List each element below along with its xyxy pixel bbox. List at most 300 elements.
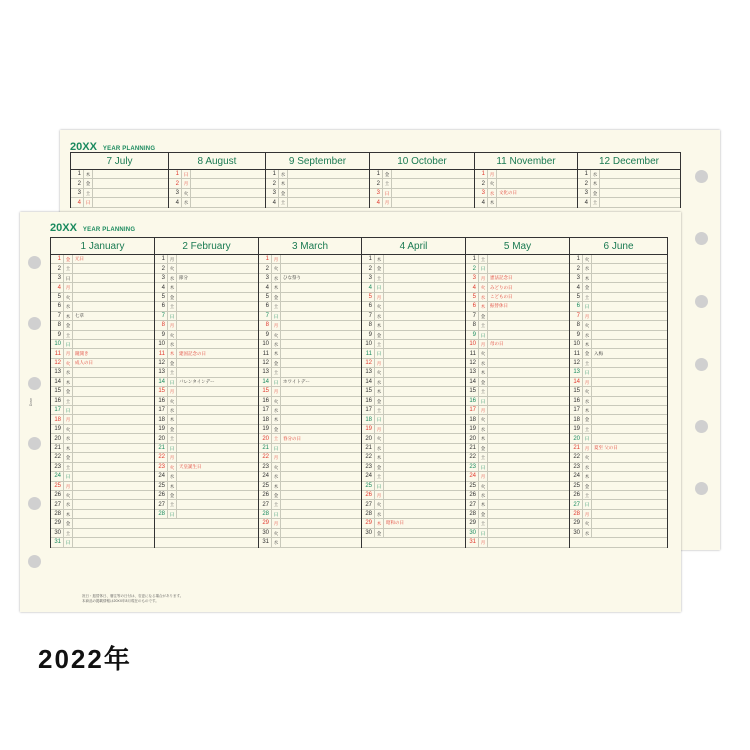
weekday: 月 bbox=[478, 340, 488, 348]
side-label: Dove bbox=[29, 397, 34, 407]
day-number: 17 bbox=[469, 407, 476, 414]
weekday: 日 bbox=[582, 434, 592, 442]
weekday: 土 bbox=[63, 397, 73, 405]
weekday: 土 bbox=[382, 179, 392, 187]
day-row bbox=[570, 472, 667, 481]
day-row bbox=[51, 482, 154, 491]
day-row bbox=[155, 368, 258, 377]
day-row bbox=[259, 312, 361, 321]
weekday: 金 bbox=[271, 425, 281, 433]
day-number: 31 bbox=[469, 539, 476, 546]
weekday: 木 bbox=[478, 500, 488, 508]
weekday: 土 bbox=[582, 293, 592, 301]
day-number: 28 bbox=[158, 511, 165, 518]
front-month-grid bbox=[50, 237, 668, 548]
day-row bbox=[475, 170, 577, 179]
day-row bbox=[570, 331, 667, 340]
day-note: 文化の日 bbox=[499, 190, 517, 196]
day-row bbox=[466, 425, 569, 434]
weekday: 日 bbox=[63, 406, 73, 414]
day-number: 5 bbox=[472, 293, 476, 300]
day-number: 26 bbox=[158, 492, 165, 499]
weekday: 土 bbox=[271, 500, 281, 508]
weekday: 土 bbox=[374, 406, 384, 414]
day-row bbox=[51, 463, 154, 472]
day-number: 14 bbox=[365, 378, 372, 385]
weekday: 水 bbox=[374, 510, 384, 518]
day-number: 10 bbox=[573, 341, 580, 348]
day-row bbox=[570, 444, 667, 453]
day-number: 4 bbox=[576, 284, 580, 291]
day-row bbox=[578, 179, 680, 188]
day-row bbox=[51, 500, 154, 509]
day-number: 5 bbox=[161, 293, 165, 300]
day-number: 7 bbox=[368, 312, 372, 319]
day-row bbox=[570, 255, 667, 264]
day-row bbox=[466, 472, 569, 481]
weekday: 金 bbox=[582, 283, 592, 291]
weekday: 水 bbox=[478, 359, 488, 367]
day-note: 振替休日 bbox=[490, 303, 508, 309]
day-row bbox=[570, 529, 667, 538]
weekday: 月 bbox=[63, 482, 73, 490]
day-row bbox=[259, 387, 361, 396]
day-number: 20 bbox=[469, 435, 476, 442]
day-number: 8 bbox=[265, 322, 269, 329]
day-row bbox=[51, 529, 154, 538]
day-number: 22 bbox=[262, 454, 269, 461]
month-header: 5 May bbox=[466, 238, 569, 255]
weekday: 水 bbox=[374, 444, 384, 452]
day-number: 4 bbox=[272, 199, 276, 206]
day-number: 14 bbox=[158, 378, 165, 385]
day-number: 2 bbox=[161, 265, 165, 272]
day-row bbox=[155, 312, 258, 321]
weekday: 月 bbox=[582, 312, 592, 320]
day-note: 成人の日 bbox=[75, 360, 93, 366]
day-number: 30 bbox=[469, 529, 476, 536]
weekday: 木 bbox=[478, 434, 488, 442]
day-row bbox=[71, 179, 168, 188]
day-number: 4 bbox=[175, 199, 179, 206]
day-number: 4 bbox=[265, 284, 269, 291]
day-number: 24 bbox=[262, 473, 269, 480]
day-row bbox=[155, 444, 258, 453]
day-number: 1 bbox=[175, 171, 179, 178]
binder-hole bbox=[28, 497, 41, 510]
day-number: 8 bbox=[161, 322, 165, 329]
weekday: 火 bbox=[63, 293, 73, 301]
day-number: 15 bbox=[54, 388, 61, 395]
weekday: 金 bbox=[374, 397, 384, 405]
weekday: 月 bbox=[63, 283, 73, 291]
weekday: 木 bbox=[582, 406, 592, 414]
day-row bbox=[169, 170, 265, 179]
weekday: 金 bbox=[83, 179, 93, 187]
weekday: 土 bbox=[63, 529, 73, 537]
day-row bbox=[51, 274, 154, 283]
day-number: 24 bbox=[365, 473, 372, 480]
weekday: 木 bbox=[167, 349, 177, 357]
day-number: 16 bbox=[54, 397, 61, 404]
day-row bbox=[362, 387, 465, 396]
weekday: 月 bbox=[167, 321, 177, 329]
weekday: 土 bbox=[271, 368, 281, 376]
day-number: 19 bbox=[469, 426, 476, 433]
day-number: 23 bbox=[158, 463, 165, 470]
weekday: 木 bbox=[582, 274, 592, 282]
day-number: 3 bbox=[472, 275, 476, 282]
day-number: 23 bbox=[469, 463, 476, 470]
weekday: 水 bbox=[271, 274, 281, 282]
day-number: 30 bbox=[365, 529, 372, 536]
day-row bbox=[155, 453, 258, 462]
day-number: 2 bbox=[376, 180, 380, 187]
day-row bbox=[570, 538, 667, 547]
day-number: 3 bbox=[376, 190, 380, 197]
weekday: 日 bbox=[63, 472, 73, 480]
month-column bbox=[169, 153, 266, 208]
day-row bbox=[51, 331, 154, 340]
day-row bbox=[362, 368, 465, 377]
month-header: 10 October bbox=[370, 153, 474, 170]
weekday: 木 bbox=[63, 510, 73, 518]
day-row bbox=[155, 415, 258, 424]
day-number: 22 bbox=[365, 454, 372, 461]
day-row bbox=[362, 472, 465, 481]
day-row bbox=[466, 397, 569, 406]
weekday: 火 bbox=[582, 519, 592, 527]
month-header: 12 December bbox=[578, 153, 680, 170]
day-row bbox=[51, 321, 154, 330]
weekday: 土 bbox=[374, 274, 384, 282]
day-number: 3 bbox=[175, 190, 179, 197]
day-number: 17 bbox=[573, 407, 580, 414]
weekday: 木 bbox=[271, 349, 281, 357]
day-number: 12 bbox=[54, 360, 61, 367]
day-number: 24 bbox=[573, 473, 580, 480]
day-row bbox=[362, 444, 465, 453]
weekday: 水 bbox=[478, 425, 488, 433]
day-row bbox=[259, 378, 361, 387]
weekday: 火 bbox=[487, 179, 497, 187]
day-number: 29 bbox=[469, 520, 476, 527]
footnote-line-1: 祝日・振替休日、暦注等の日付は、変更になる場合があります。 bbox=[82, 594, 184, 598]
weekday: 月 bbox=[478, 472, 488, 480]
weekday: 土 bbox=[278, 198, 288, 206]
day-number: 4 bbox=[472, 284, 476, 291]
weekday: 月 bbox=[271, 255, 281, 263]
day-number: 3 bbox=[161, 275, 165, 282]
weekday: 木 bbox=[167, 482, 177, 490]
day-row bbox=[362, 434, 465, 443]
weekday: 木 bbox=[374, 453, 384, 461]
day-row bbox=[259, 406, 361, 415]
day-number: 4 bbox=[481, 199, 485, 206]
day-number: 26 bbox=[573, 492, 580, 499]
day-row bbox=[466, 378, 569, 387]
day-number: 2 bbox=[368, 265, 372, 272]
day-note: 憲法記念日 bbox=[490, 275, 513, 281]
day-row bbox=[51, 472, 154, 481]
month-column bbox=[370, 153, 475, 208]
month-header: 3 March bbox=[259, 238, 361, 255]
weekday: 日 bbox=[374, 415, 384, 423]
day-number: 1 bbox=[472, 256, 476, 263]
day-number: 7 bbox=[161, 312, 165, 319]
weekday: 月 bbox=[374, 359, 384, 367]
day-row bbox=[155, 482, 258, 491]
day-note: 節分 bbox=[179, 275, 188, 281]
day-number: 26 bbox=[469, 492, 476, 499]
weekday: 火 bbox=[271, 264, 281, 272]
weekday: 月 bbox=[167, 387, 177, 395]
day-row bbox=[155, 491, 258, 500]
day-number: 3 bbox=[584, 190, 588, 197]
day-row bbox=[259, 529, 361, 538]
day-row bbox=[466, 274, 569, 283]
weekday: 月 bbox=[271, 321, 281, 329]
day-row bbox=[51, 415, 154, 424]
day-row bbox=[362, 453, 465, 462]
day-row bbox=[51, 302, 154, 311]
day-row bbox=[155, 472, 258, 481]
front-year: 20XX bbox=[50, 222, 77, 234]
day-row bbox=[570, 312, 667, 321]
day-number: 11 bbox=[365, 350, 372, 357]
day-number: 28 bbox=[54, 511, 61, 518]
day-row bbox=[259, 397, 361, 406]
weekday: 木 bbox=[63, 378, 73, 386]
day-number: 3 bbox=[77, 190, 81, 197]
weekday: 金 bbox=[478, 378, 488, 386]
weekday: 月 bbox=[167, 453, 177, 461]
weekday: 日 bbox=[181, 170, 191, 178]
month-header: 7 July bbox=[71, 153, 168, 170]
weekday: 金 bbox=[271, 491, 281, 499]
day-number: 28 bbox=[262, 511, 269, 518]
day-row bbox=[466, 510, 569, 519]
day-note: ひな祭り bbox=[283, 275, 301, 281]
day-row bbox=[370, 179, 474, 188]
day-number: 1 bbox=[376, 171, 380, 178]
day-number: 31 bbox=[262, 539, 269, 546]
month-column bbox=[51, 238, 155, 548]
day-number: 26 bbox=[262, 492, 269, 499]
day-number: 14 bbox=[573, 378, 580, 385]
bottom-cropped-text: 2022年 bbox=[38, 644, 132, 674]
binder-hole bbox=[695, 482, 708, 495]
day-row bbox=[362, 293, 465, 302]
day-number: 8 bbox=[368, 322, 372, 329]
day-row bbox=[570, 482, 667, 491]
day-number: 9 bbox=[576, 331, 580, 338]
day-row bbox=[570, 500, 667, 509]
weekday: 木 bbox=[374, 255, 384, 263]
day-row bbox=[466, 359, 569, 368]
day-number: 29 bbox=[365, 520, 372, 527]
weekday: 日 bbox=[167, 444, 177, 452]
day-row bbox=[362, 312, 465, 321]
day-number: 12 bbox=[469, 360, 476, 367]
day-number: 3 bbox=[57, 275, 61, 282]
day-row bbox=[466, 340, 569, 349]
day-note: 七草 bbox=[75, 312, 84, 318]
day-number: 30 bbox=[54, 529, 61, 536]
binder-hole bbox=[695, 420, 708, 433]
weekday: 土 bbox=[478, 255, 488, 263]
day-note: 夏至 父の日 bbox=[594, 444, 618, 450]
weekday: 木 bbox=[271, 415, 281, 423]
day-number: 14 bbox=[54, 378, 61, 385]
day-note: 鏡開き bbox=[75, 350, 89, 356]
day-row bbox=[266, 179, 369, 188]
day-number: 11 bbox=[573, 350, 580, 357]
weekday: 水 bbox=[582, 529, 592, 537]
day-number: 1 bbox=[57, 256, 61, 263]
weekday: 火 bbox=[478, 349, 488, 357]
weekday: 金 bbox=[271, 359, 281, 367]
weekday: 日 bbox=[478, 331, 488, 339]
month-column bbox=[466, 238, 570, 548]
day-row bbox=[51, 538, 154, 547]
day-number: 27 bbox=[573, 501, 580, 508]
day-number: 1 bbox=[272, 171, 276, 178]
weekday: 木 bbox=[582, 472, 592, 480]
weekday: 土 bbox=[167, 434, 177, 442]
day-number: 29 bbox=[573, 520, 580, 527]
weekday: 日 bbox=[374, 283, 384, 291]
weekday: 水 bbox=[271, 340, 281, 348]
weekday: 土 bbox=[167, 368, 177, 376]
weekday: 月 bbox=[63, 415, 73, 423]
day-row bbox=[362, 425, 465, 434]
weekday: 月 bbox=[478, 538, 488, 546]
weekday: 火 bbox=[181, 189, 191, 197]
day-number: 24 bbox=[469, 473, 476, 480]
weekday: 日 bbox=[271, 510, 281, 518]
day-number: 15 bbox=[262, 388, 269, 395]
day-number: 18 bbox=[573, 416, 580, 423]
weekday: 日 bbox=[63, 274, 73, 282]
weekday: 金 bbox=[478, 444, 488, 452]
weekday: 火 bbox=[167, 463, 177, 471]
weekday: 水 bbox=[582, 264, 592, 272]
day-row bbox=[155, 264, 258, 273]
binder-hole bbox=[28, 555, 41, 568]
weekday: 月 bbox=[271, 519, 281, 527]
day-row bbox=[155, 434, 258, 443]
weekday: 月 bbox=[271, 453, 281, 461]
month-header: 2 February bbox=[155, 238, 258, 255]
weekday: 水 bbox=[271, 406, 281, 414]
weekday: 月 bbox=[382, 198, 392, 206]
day-number: 8 bbox=[472, 322, 476, 329]
day-row bbox=[51, 312, 154, 321]
day-row bbox=[466, 500, 569, 509]
month-column bbox=[259, 238, 362, 548]
day-row bbox=[155, 510, 258, 519]
day-number: 3 bbox=[368, 275, 372, 282]
day-row bbox=[51, 264, 154, 273]
binder-hole bbox=[28, 437, 41, 450]
day-row bbox=[51, 519, 154, 528]
weekday: 水 bbox=[478, 293, 488, 301]
day-row bbox=[155, 349, 258, 358]
day-row bbox=[362, 359, 465, 368]
weekday: 日 bbox=[382, 189, 392, 197]
weekday: 火 bbox=[374, 500, 384, 508]
day-row bbox=[466, 302, 569, 311]
back-subtitle: YEAR PLANNING bbox=[102, 146, 156, 152]
month-column bbox=[155, 238, 259, 548]
day-row bbox=[169, 179, 265, 188]
day-note: 春分の日 bbox=[283, 435, 301, 441]
day-number: 11 bbox=[158, 350, 165, 357]
weekday: 日 bbox=[167, 378, 177, 386]
weekday: 木 bbox=[374, 321, 384, 329]
day-number: 23 bbox=[573, 463, 580, 470]
day-number: 19 bbox=[573, 426, 580, 433]
month-column bbox=[578, 153, 681, 208]
day-number: 13 bbox=[469, 369, 476, 376]
day-row bbox=[71, 198, 168, 207]
day-row bbox=[475, 179, 577, 188]
weekday: 木 bbox=[374, 387, 384, 395]
day-row bbox=[466, 482, 569, 491]
day-row bbox=[570, 359, 667, 368]
weekday: 木 bbox=[167, 415, 177, 423]
day-number: 18 bbox=[54, 416, 61, 423]
weekday: 水 bbox=[374, 312, 384, 320]
day-row bbox=[155, 387, 258, 396]
day-row bbox=[259, 331, 361, 340]
day-number: 15 bbox=[158, 388, 165, 395]
day-number: 2 bbox=[584, 180, 588, 187]
month-header: 8 August bbox=[169, 153, 265, 170]
weekday: 日 bbox=[478, 397, 488, 405]
day-number: 24 bbox=[54, 473, 61, 480]
day-row bbox=[51, 359, 154, 368]
day-number: 22 bbox=[573, 454, 580, 461]
day-row bbox=[155, 274, 258, 283]
day-row bbox=[570, 274, 667, 283]
weekday: 水 bbox=[181, 198, 191, 206]
day-number: 23 bbox=[262, 463, 269, 470]
day-number: 10 bbox=[365, 341, 372, 348]
weekday: 月 bbox=[271, 387, 281, 395]
weekday: 火 bbox=[374, 434, 384, 442]
weekday: 土 bbox=[63, 264, 73, 272]
day-row bbox=[362, 340, 465, 349]
day-number: 20 bbox=[158, 435, 165, 442]
weekday: 木 bbox=[63, 444, 73, 452]
weekday: 火 bbox=[582, 321, 592, 329]
day-number: 1 bbox=[481, 171, 485, 178]
day-number: 1 bbox=[368, 256, 372, 263]
weekday: 月 bbox=[582, 378, 592, 386]
weekday: 火 bbox=[167, 397, 177, 405]
day-row bbox=[578, 189, 680, 198]
day-number: 25 bbox=[573, 482, 580, 489]
day-row bbox=[578, 198, 680, 207]
weekday: 水 bbox=[271, 472, 281, 480]
day-number: 21 bbox=[573, 444, 580, 451]
day-number: 20 bbox=[573, 435, 580, 442]
day-row bbox=[570, 510, 667, 519]
day-number: 18 bbox=[158, 416, 165, 423]
day-number: 27 bbox=[469, 501, 476, 508]
